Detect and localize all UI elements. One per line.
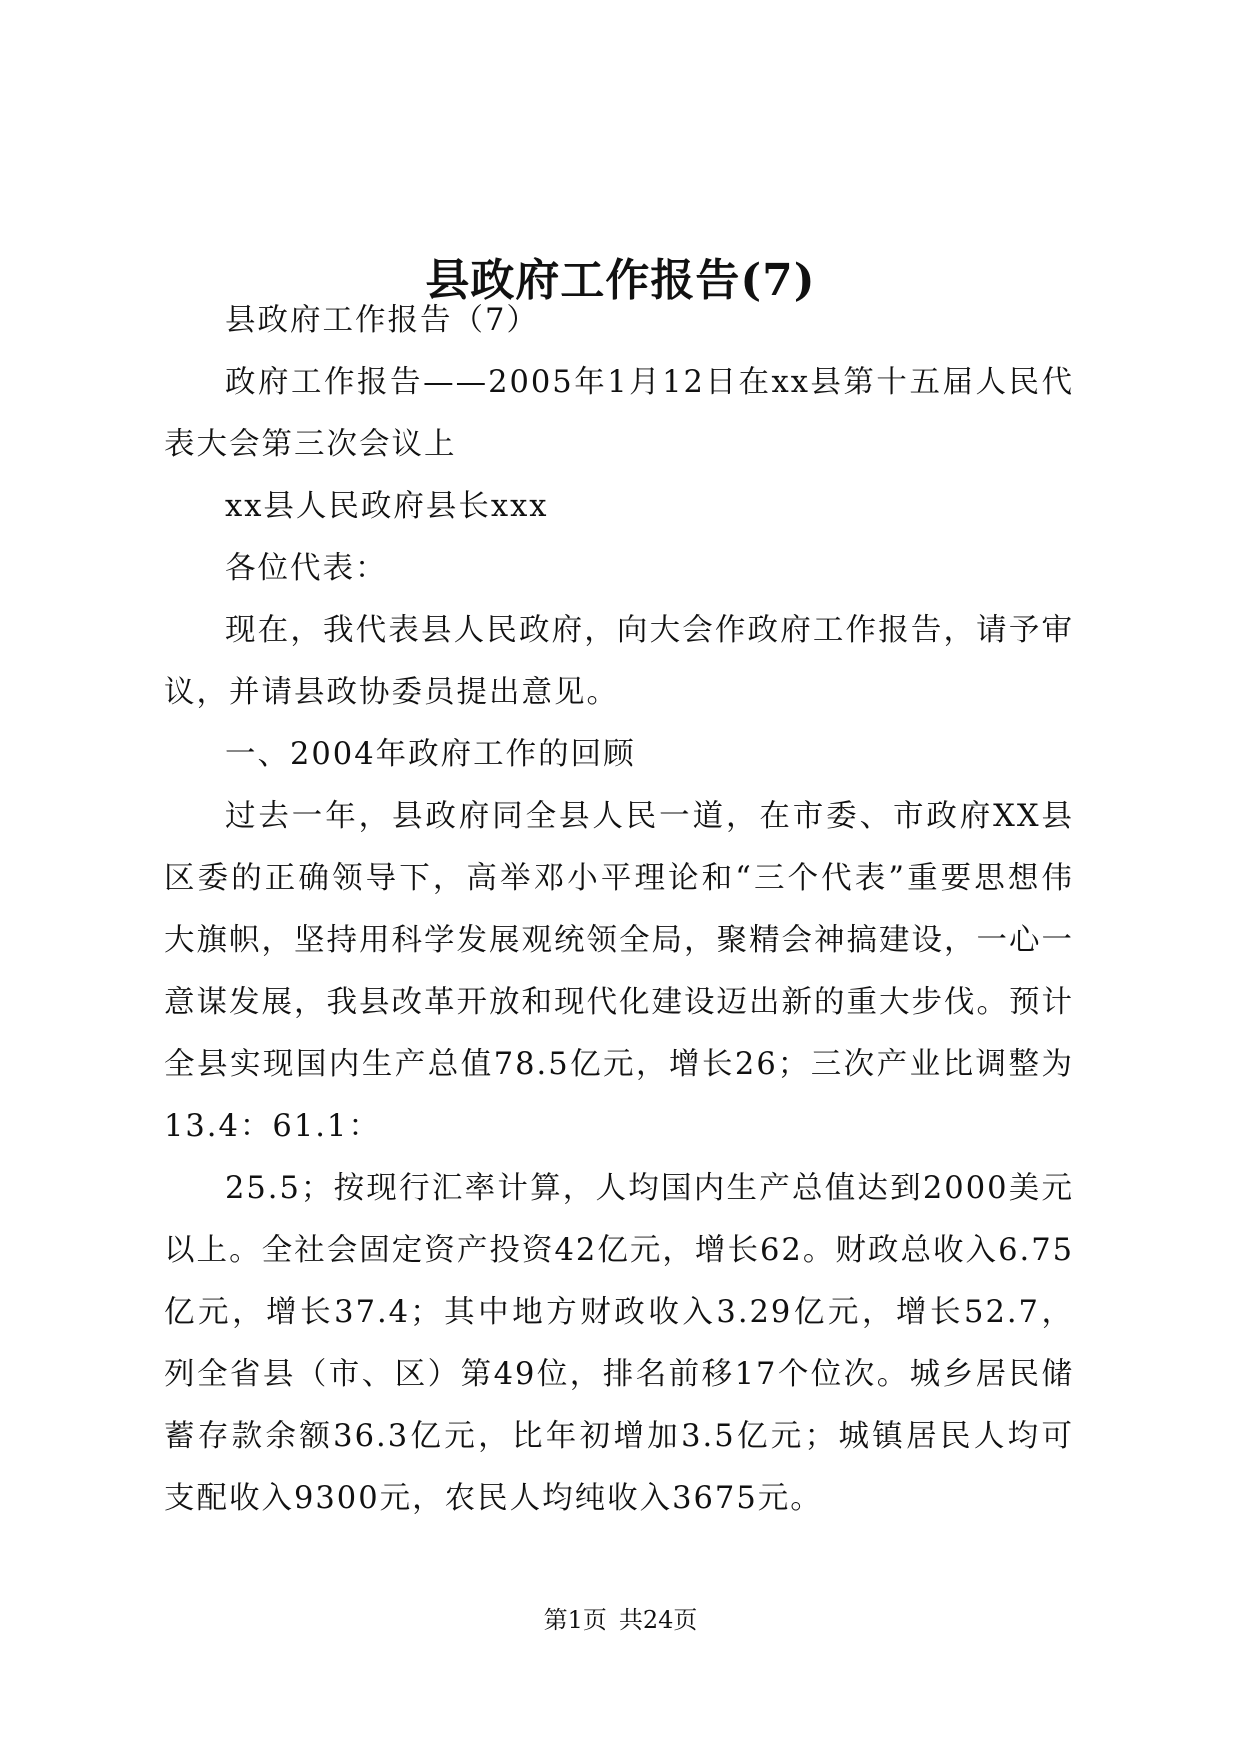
paragraph-salutation: 各位代表： [225,551,388,586]
paragraph-subtitle: 县政府工作报告（7） [225,303,539,338]
document-title: 县政府工作报告(7) [425,255,816,307]
paragraph-review-summary: 过去一年，县政府同全县人民一道，在市委、市政府XX县区委的正确领导下，高举邓小平理论和“三个代表”重要思想伟大旗帜，坚持用科学发展观统领全局，聚精会神搞建设，一心一意谋发展，我县改革开放和现代化建设迈出新的重大步伐。预计全县实现国内生产总值78.5亿元，增长26；三次产业比调整为13.4：61.1： [164,799,1074,1144]
paragraph-report-occasion: 政府工作报告——2005年1月12日在xx县第十五届人民代表大会第三次会议上 [164,365,1074,462]
paragraph-author: xx县人民政府县长xxx [225,489,549,524]
section-heading-review: 一、2004年政府工作的回顾 [225,737,636,772]
page-footer [0,1604,1241,1636]
page-total: 共24页 [618,1606,698,1634]
page-number: 第1页 [543,1606,607,1634]
paragraph-intro: 现在，我代表县人民政府，向大会作政府工作报告，请予审议，并请县政协委员提出意见。 [164,613,1074,710]
document-body [164,290,1074,1530]
paragraph-economic-figures: 25.5；按现行汇率计算，人均国内生产总值达到2000美元以上。全社会固定资产投资42亿元，增长62。财政总收入6.75亿元，增长37.4；其中地方财政收入3.29亿元，增长52.7，列全省县（市、区）第49位，排名前移17个位次。城乡居民储蓄存款余额36.3亿元，比年初增加3.5亿元；城镇居民人均可支配收入9300元，农民人均纯收入3675元。 [164,1171,1074,1516]
